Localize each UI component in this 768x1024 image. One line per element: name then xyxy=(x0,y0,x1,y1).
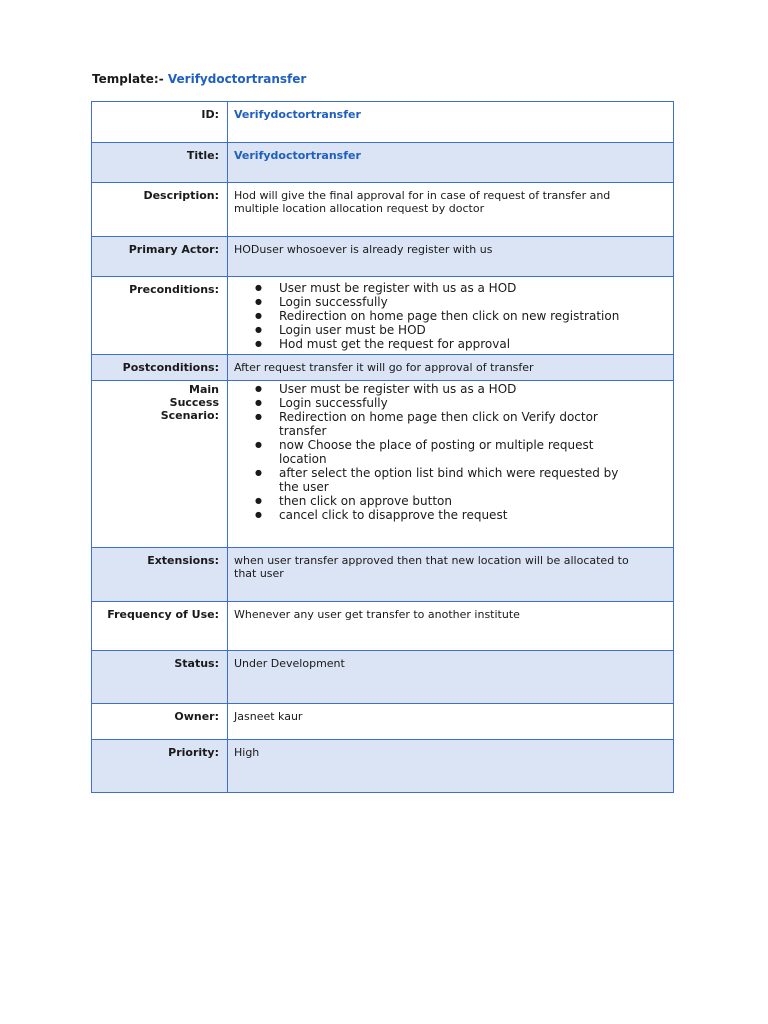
label-line: Scenario: xyxy=(160,409,219,422)
item-line: ● Login successfully xyxy=(279,396,388,410)
item-line: ● after select the option list bind which were requested by xyxy=(279,466,619,480)
description-label: Description: xyxy=(92,183,228,237)
id-value: Verifydoctortransfer xyxy=(228,102,674,143)
primary-actor-label: Primary Actor: xyxy=(92,237,228,277)
main-scenario-label xyxy=(92,381,228,548)
item-line: location xyxy=(279,452,327,466)
owner-label: Owner: xyxy=(92,704,228,740)
item-line: ● Redirection on home page then click on Verify doctor xyxy=(279,410,598,424)
item-line: transfer xyxy=(279,424,327,438)
row-primary-actor xyxy=(92,237,674,277)
template-name: Verifydoctortransfer xyxy=(167,72,307,86)
list-item xyxy=(279,382,667,396)
primary-actor-value: HODuser whosoever is already register with us xyxy=(228,237,674,277)
list-item xyxy=(279,466,667,494)
row-priority xyxy=(92,740,674,793)
item-line: the user xyxy=(279,480,329,494)
extensions-line: that user xyxy=(234,567,284,580)
template-heading xyxy=(92,72,306,86)
extensions-line: when user transfer approved then that new location will be allocated to xyxy=(234,554,629,567)
extensions-value xyxy=(228,548,674,602)
status-value: Under Development xyxy=(228,651,674,704)
template-prefix: Template:- xyxy=(92,72,164,86)
description-line: Hod will give the final approval for in case of request of transfer and xyxy=(234,189,611,202)
item-line: ● now Choose the place of posting or multiple request xyxy=(279,438,594,452)
list-item xyxy=(279,410,667,438)
postconditions-label: Postconditions: xyxy=(92,355,228,381)
item-line: ● then click on approve button xyxy=(279,494,452,508)
description-value xyxy=(228,183,674,237)
row-postconditions xyxy=(92,355,674,381)
list-item: ● Hod must get the request for approval xyxy=(279,337,667,351)
postconditions-value: After request transfer it will go for approval of transfer xyxy=(228,355,674,381)
row-extensions xyxy=(92,548,674,602)
row-frequency xyxy=(92,602,674,651)
id-label: ID: xyxy=(92,102,228,143)
description-line: multiple location allocation request by doctor xyxy=(234,202,485,215)
item-line: ● cancel click to disapprove the request xyxy=(279,508,508,522)
row-preconditions xyxy=(92,277,674,355)
item-line: ● User must be register with us as a HOD xyxy=(279,382,517,396)
list-item: ● Redirection on home page then click on new registration xyxy=(279,309,667,323)
priority-label: Priority: xyxy=(92,740,228,793)
label-line: Success xyxy=(169,396,219,409)
title-label: Title: xyxy=(92,143,228,183)
extensions-label: Extensions: xyxy=(92,548,228,602)
row-owner xyxy=(92,704,674,740)
status-label: Status: xyxy=(92,651,228,704)
owner-value: Jasneet kaur xyxy=(228,704,674,740)
preconditions-value xyxy=(228,277,674,355)
preconditions-list xyxy=(234,281,667,351)
list-item: ● Login user must be HOD xyxy=(279,323,667,337)
row-description xyxy=(92,183,674,237)
frequency-label: Frequency of Use: xyxy=(92,602,228,651)
preconditions-label: Preconditions: xyxy=(92,277,228,355)
list-item xyxy=(279,438,667,466)
frequency-value: Whenever any user get transfer to another institute xyxy=(228,602,674,651)
row-main-success-scenario xyxy=(92,381,674,548)
main-scenario-list xyxy=(234,382,667,522)
row-id xyxy=(92,102,674,143)
label-line: Main xyxy=(189,383,219,396)
list-item: ● Login successfully xyxy=(279,295,667,309)
list-item xyxy=(279,508,667,522)
list-item: ● User must be register with us as a HOD xyxy=(279,281,667,295)
use-case-table xyxy=(91,101,674,793)
list-item xyxy=(279,494,667,508)
title-value: Verifydoctortransfer xyxy=(228,143,674,183)
priority-value: High xyxy=(228,740,674,793)
list-item xyxy=(279,396,667,410)
main-scenario-value xyxy=(228,381,674,548)
row-title xyxy=(92,143,674,183)
row-status xyxy=(92,651,674,704)
